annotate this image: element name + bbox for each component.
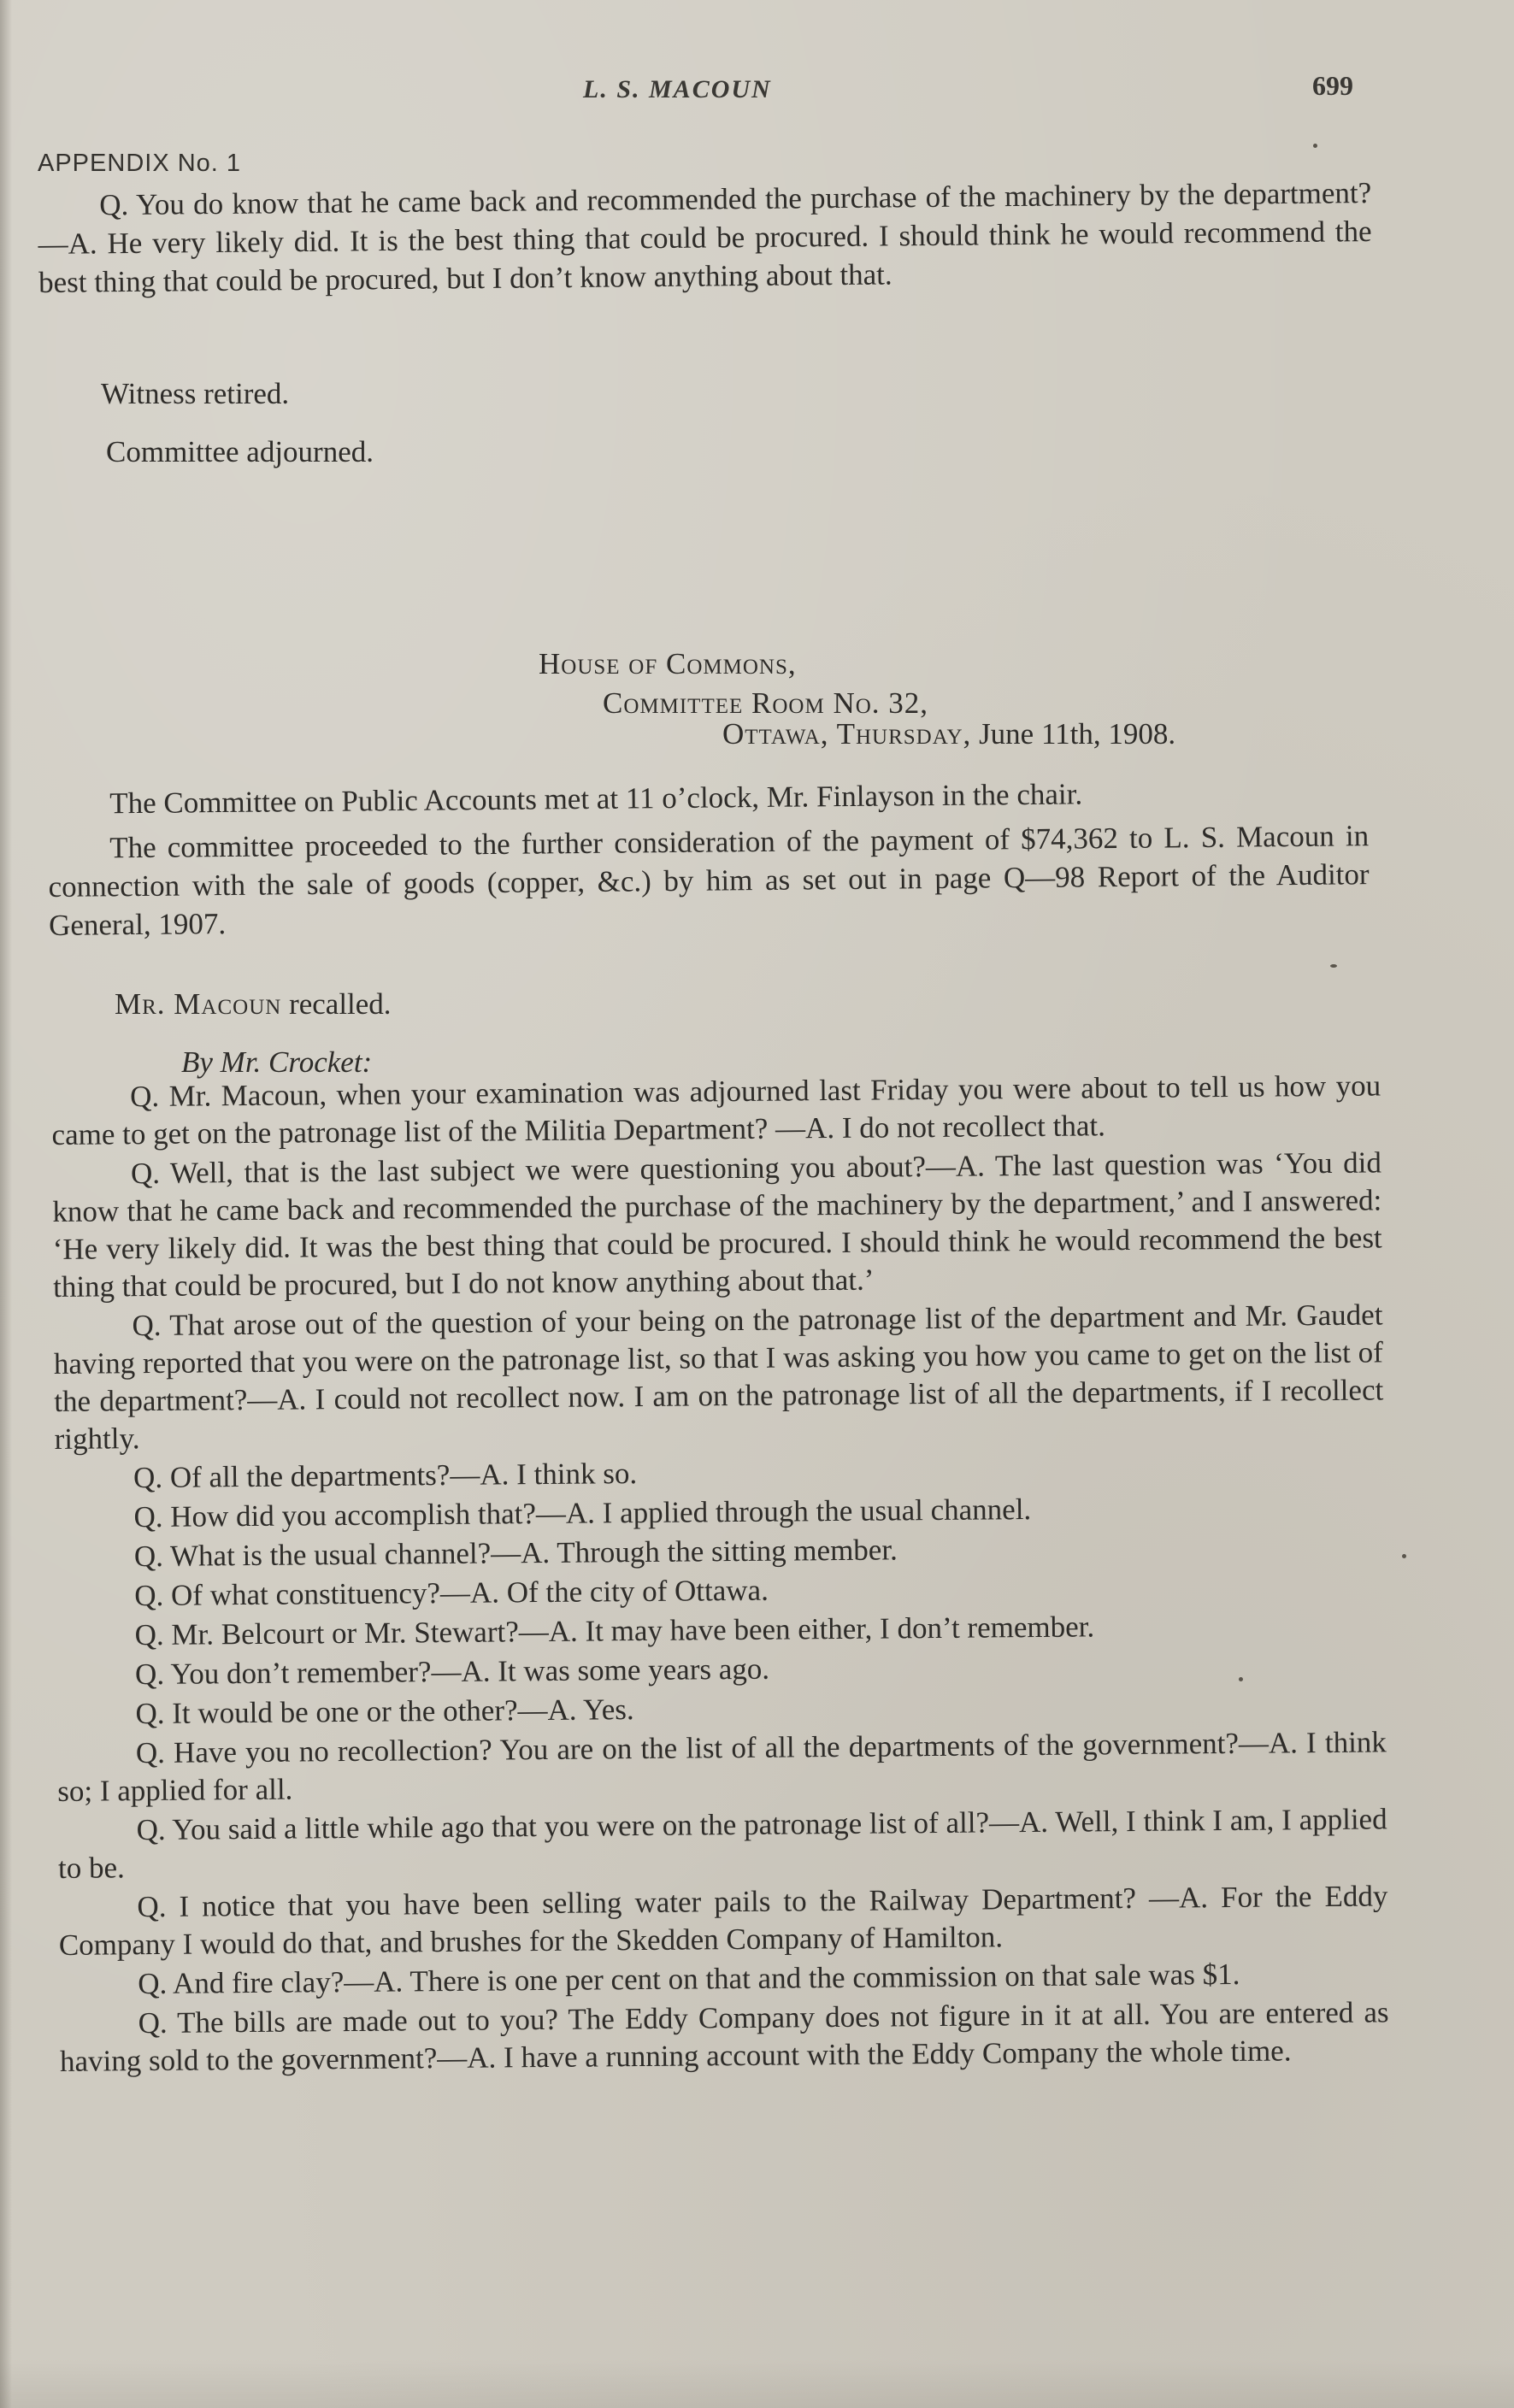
qa-paragraph: Q. That arose out of the question of your being on the patronage list of the department and Mr. Gaudet having reported that you were on the patronage list, so that I was asking you how you came to get on the list of the department?—A. I could not recollect now. I am on the patronage list of all the departments, if I recollect rightly. [53,1298,1384,1456]
committee-met-paragraph: The Committee on Public Accounts met at 11 o’clock, Mr. Finlayson in the chair. [109,777,1083,821]
qa-paragraph: Q. How did you accomplish that?—A. I applied through the usual channel. [133,1492,1032,1534]
ink-speck [1402,1554,1406,1558]
heading-committee-room: Committee Room No. 32, [603,686,929,720]
qa-paragraph: Q. Well, that is the last subject we were questioning you about?—A. The last question was ‘You did know that he came back and recommended the purchase of the machinery by the department,’ and I answered: ‘He very likely did. It was the best thing that could be procured. I should think he would recommend the best thing that could be procured, but I do not know anything about that.’ [52,1145,1382,1304]
witness-recalled-line [115,985,392,1023]
running-head [0,70,1514,121]
witness-retired-note: Witness retired. [101,377,290,410]
qa-paragraph: Q. The bills are made out to you? The Eddy Company does not figure in it at all. You are entered as having sold to the government?—A. I have a running account with the Eddy Company the whole time. [59,1995,1389,2078]
qa-paragraph: Q. You don’t remember?—A. It was some years ago. [134,1651,770,1692]
heading-place-date [722,715,1175,753]
qa-paragraph: Q. I notice that you have been selling water pails to the Railway Department? —A. For the Eddy Company I would do that, and brushes for the Skedden Company of Hamilton. [58,1879,1388,1962]
committee-proceeded-paragraph: The committee proceeded to the further consideration of the payment of $74,362 to L. S. Macoun in connection with the sale of goods (copper, &c.) by him as set out in page Q—98 Report of the Auditor General, 1907. [48,819,1370,942]
page-bottom-shade [0,2359,1514,2408]
page-number: 699 [1312,70,1353,101]
qa-paragraph: Q. And fire clay?—A. There is one per cent on that and the commission on that sale was $1. [138,1957,1240,2001]
running-head-title: L. S. MACOUN [583,75,772,103]
witness-name: Mr. Macoun [115,987,282,1021]
heading-place: Ottawa, Thursday, [722,717,972,751]
qa-paragraph: Q. What is the usual channel?—A. Through the sitting member. [133,1533,898,1574]
ink-speck [1313,144,1317,148]
qa-paragraph: Q. Mr. Macoun, when your examination was adjourned last Friday you were about to tell us how you came to get on the patronage list of the Militia Department? —A. I do not recollect that. [51,1069,1381,1151]
qa-paragraph: Q. It would be one or the other?—A. Yes. [135,1693,634,1731]
examiner-line: By Mr. Crocket: [181,1045,373,1079]
qa-paragraph: Q. You said a little while ago that you were on the patronage list of all?—A. Well, I think I am, I applied to be. [57,1802,1387,1885]
heading-house-of-commons: House of Commons, [539,647,797,680]
committee-adjourned-note: Committee adjourned. [106,435,374,468]
ink-speck [1239,1677,1243,1681]
heading-date: June 11th, 1908. [979,717,1176,751]
qa-paragraph: Q. Of all the departments?—A. I think so. [133,1457,638,1495]
opening-paragraph: Q. You do know that he came back and recommended the purchase of the machinery by the department?—A. He very likely did. It is the best thing that could be procured. I should think he would recommend the best thing that could be procured, but I don’t know anything about that. [38,176,1372,299]
qa-paragraph: Q. Have you no recollection? You are on the list of all the departments of the government?—A. I think so; I applied for all. [57,1725,1387,1808]
question-answer-section [51,1067,1389,2081]
page-edge-shadow [0,0,12,2408]
qa-paragraph: Q. Mr. Belcourt or Mr. Stewart?—A. It may have been either, I don’t remember. [134,1610,1095,1652]
ink-speck [1330,964,1337,968]
qa-paragraph: Q. Of what constituency?—A. Of the city of Ottawa. [134,1573,769,1613]
appendix-label: APPENDIX No. 1 [38,150,242,177]
recalled-text: recalled. [281,987,392,1021]
